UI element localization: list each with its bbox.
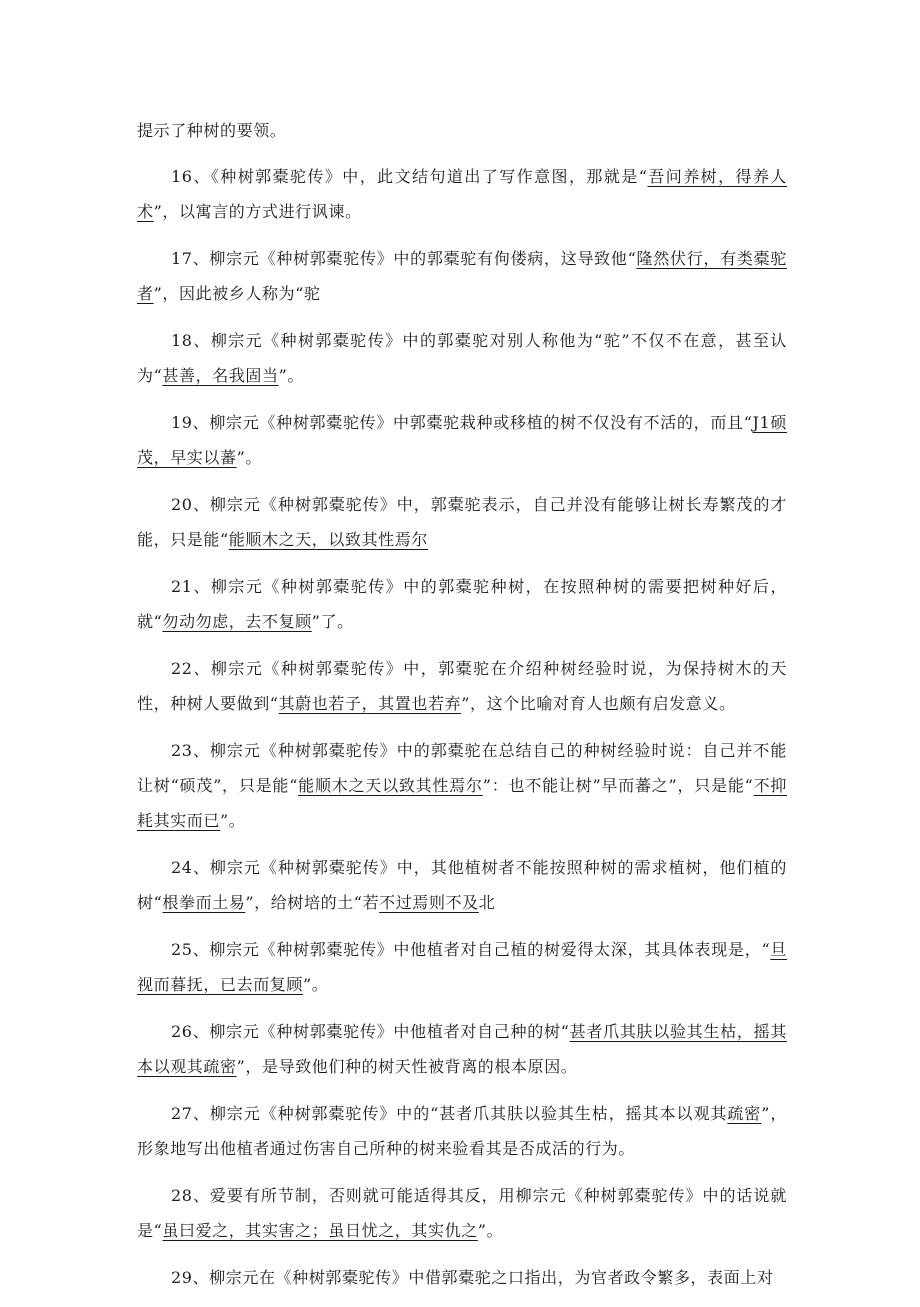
question-text: ”了。 [311,612,354,631]
question-paragraph [137,241,787,311]
question-paragraph [137,323,787,393]
question-text: 17、柳宗元《种树郭橐驼传》中的郭橐驼有佝偻病，这导致他“ [171,249,637,268]
answer-text: 甚善，名我固当 [162,366,279,385]
answer-text: 能顺木之天以致其性焉尔 [297,776,483,795]
answer-text: 疏密 [727,1104,762,1123]
question-text: 16、《种树郭橐驼传》中，此文结句道出了写作意图，那就是“ [171,167,648,186]
question-text: 北 [478,893,496,912]
question-text: 21、柳宗元《种树郭橐驼传》中的郭橐驼种树，在按照种树的需要把树种好后，就“ [137,577,787,631]
question-text: ”。 [236,448,262,467]
question-text: 25、柳宗元《种树郭橐驼传》中他植者对自己植的树爱得太深，其具体表现是，“ [171,940,771,959]
answer-text: 隆然伏行，有类橐驼者 [137,249,787,303]
answer-text: 不过焉则不及 [379,893,479,912]
answer-text: 甚者爪其肤以验其生枯，摇其本以观其疏密 [137,1022,787,1076]
document-body [137,113,787,1307]
question-text: 24、柳宗元《种树郭橐驼传》中，其他植树者不能按照种树的需求植树，他们植的树“ [137,858,787,912]
question-paragraph [137,1014,787,1084]
answer-text: 虽曰爱之，其实害之；虽日忧之，其实仇之 [162,1221,478,1240]
answer-text: 吾问养树，得养人术 [137,167,787,221]
question-text: 提示了种树的要领。 [137,121,287,140]
question-text: 18、柳宗元《种树郭橐驼传》中的郭橐驼对别人称他为“驼”不仅不在意，甚至认为“ [137,331,787,385]
question-text: ”。 [303,975,329,994]
question-paragraph [137,1260,787,1295]
question-text: ”。 [220,811,246,830]
question-text: ”。 [477,1221,504,1240]
answer-text: 能顺木之天，以致其性焉尔 [228,530,428,549]
answer-text: J1硕茂，早实以蕃 [137,413,787,467]
question-text: 28、爱要有所节制，否则就可能适得其反，用柳宗元《种树郭橐驼传》中的话说就是“ [137,1186,787,1240]
question-text: 27、柳宗元《种树郭橐驼传》中的“甚者爪其肤以验其生枯，摇其本以观其 [171,1104,728,1123]
question-paragraph [137,405,787,475]
question-text: 19、柳宗元《种树郭橐驼传》中郭橐驼栽种或移植的树不仅没有不活的，而且“ [171,413,753,432]
question-paragraph [137,159,787,229]
question-paragraph [137,487,787,557]
question-text: 20、柳宗元《种树郭橐驼传》中，郭橐驼表示，自己并没有能够让树长寿繁茂的才能，只是能“ [137,495,787,549]
answer-text: 根拳而土易 [162,893,246,912]
question-paragraph [137,733,787,838]
answer-text: 不抑耗其实而已 [137,776,788,830]
question-text: 23、柳宗元《种树郭橐驼传》中的郭橐驼在总结自己的种树经验时说：自己并不能让树“硕茂”，只是能“ [137,741,787,795]
question-text: ”，因此被乡人称为“驼 [153,284,321,303]
question-text: ”，是导致他们种的树天性被背离的根本原因。 [236,1057,578,1076]
question-paragraph [137,1178,787,1248]
question-text: ”，这个比喻对育人也颇有启发意义。 [461,694,736,713]
answer-text: 勿动勿虑，去不复顾 [162,612,312,631]
question-text: ”，形象地写出他植者通过伤害自己所种的树来验看其是否成活的行为。 [137,1104,787,1158]
question-text: ”。 [278,366,304,385]
question-text: 22、柳宗元《种树郭橐驼传》中，郭橐驼在介绍种树经验时说，为保持树木的天性，种树人要做到“ [137,659,787,713]
question-text: ”，以寓言的方式进行讽谏。 [153,202,362,221]
question-text: 29、柳宗元在《种树郭橐驼传》中借郭橐驼之口指出，为官者政令繁多，表面上对 [171,1268,774,1287]
answer-text: 其蔚也若子，其置也若弃 [278,694,462,713]
question-paragraph [137,651,787,721]
question-text: 26、柳宗元《种树郭橐驼传》中他植者对自己种的树“ [171,1022,570,1041]
question-paragraph [137,932,787,1002]
question-paragraph [137,1096,787,1166]
answer-text: 旦视而暮抚，已去而复顾 [137,940,787,994]
paragraph-continuation [137,113,787,148]
question-paragraph [137,569,787,639]
question-text: ”：也不能让树”早而蕃之”，只是能“ [482,776,754,795]
question-paragraph [137,850,787,920]
question-text: ”，给树培的土“若 [245,893,380,912]
